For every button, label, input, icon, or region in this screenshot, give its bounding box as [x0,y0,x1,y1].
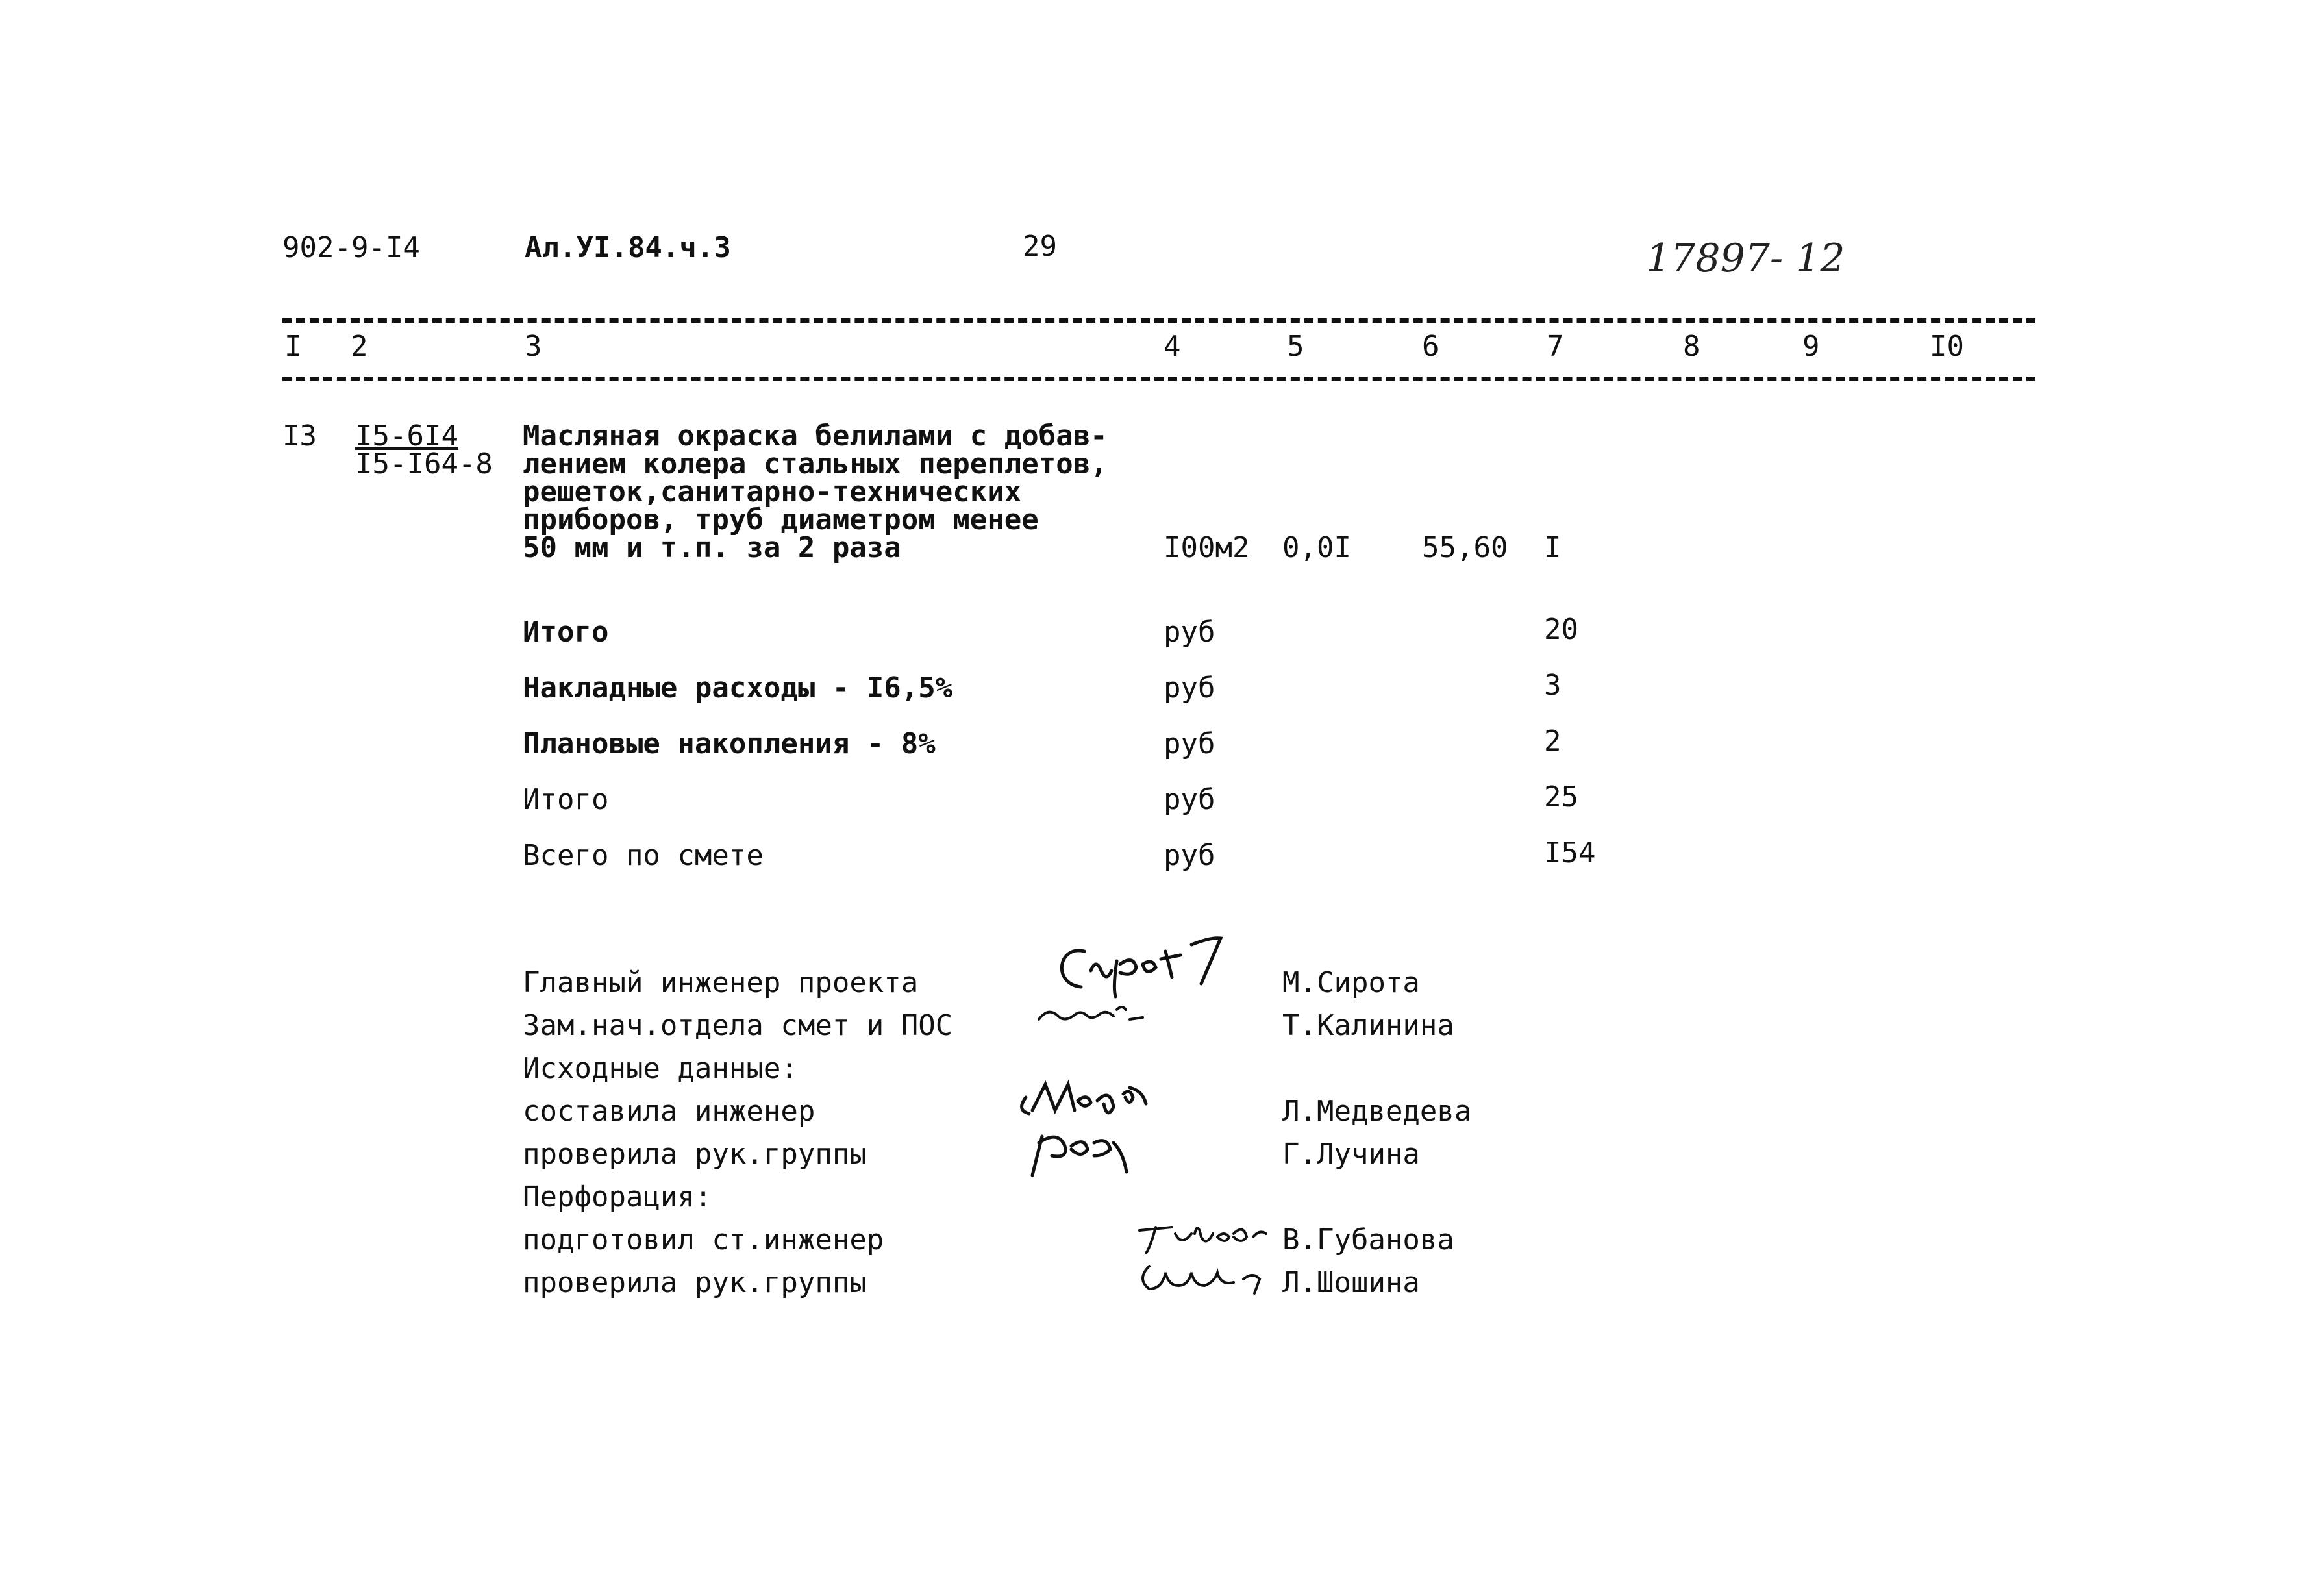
work-description [523,419,1108,564]
signatory-role: составила инженер [523,1095,815,1128]
signatory-name: Т.Калинина [1282,1009,1454,1042]
column-header: 4 [1164,330,1181,363]
album-reference: Ал.УI.84.ч.3 [525,231,731,264]
summary-label: Всего по смете [523,839,764,872]
summary-value: I54 [1544,836,1596,869]
summary-unit: руб [1164,671,1215,704]
unit-of-measure: I00м2 [1164,531,1250,564]
rate-code: I5-6I4 [355,419,458,453]
summary-label: Итого [523,616,609,649]
column-header: 6 [1422,330,1439,363]
page-number: 29 [1023,230,1057,263]
signatory-role: подготовил ст.инженер [523,1223,884,1256]
document-code: 902-9-I4 [282,231,420,264]
description-line: 50 мм и т.п. за 2 раза [523,531,901,564]
signatory-role: проверила рук.группы [523,1138,867,1171]
summary-unit: руб [1164,839,1215,872]
description-line: Масляная окраска белилами с добав- [523,419,1108,453]
table-header-rule [282,377,2035,381]
signatory-name: М.Сирота [1282,966,1420,999]
summary-value: 25 [1544,780,1578,814]
signatory-name: Л.Медведева [1282,1095,1472,1128]
signatory-name: В.Губанова [1282,1223,1454,1256]
description-line: приборов, труб диаметром менее [523,503,1039,536]
row-number: I3 [282,419,317,453]
summary-unit: руб [1164,616,1215,649]
unit-price: 55,60 [1422,531,1508,564]
column-header: 9 [1802,330,1820,363]
summary-unit: руб [1164,727,1215,760]
total-cost: I [1544,531,1562,564]
summary-value: 3 [1544,669,1562,702]
signatory-role: проверила рук.группы [523,1266,867,1299]
section-label: Исходные данные: [523,1052,798,1085]
column-header: 3 [525,330,542,363]
handwritten-signature [1032,993,1149,1032]
signatory-role: Зам.нач.отдела смет и ПОС [523,1009,953,1042]
table-top-rule [282,318,2035,323]
column-header: I0 [1930,330,1964,363]
inventory-stamp: 17897- 12 [1646,236,1845,281]
column-header: 7 [1547,330,1564,363]
handwritten-signature [1130,1214,1279,1299]
signatory-name: Л.Шошина [1282,1266,1420,1299]
handwritten-signature [1013,1075,1169,1185]
signatory-role: Главный инженер проекта [523,966,919,999]
quantity: 0,0I [1282,531,1351,564]
signatory-name: Г.Лучина [1282,1138,1420,1171]
column-header: 5 [1287,330,1304,363]
handwritten-signature [1045,925,1240,1003]
summary-label: Накладные расходы - I6,5% [523,671,953,704]
rate-code: I5-I64-8 [355,447,493,480]
column-header: 8 [1683,330,1700,363]
description-line: решеток,санитарно-технических [523,475,1022,508]
summary-label: Плановые накопления - 8% [523,727,936,760]
section-label: Перфорация: [523,1180,712,1214]
description-line: лением колера стальных переплетов, [523,447,1108,480]
summary-value: 20 [1544,613,1578,646]
summary-value: 2 [1544,725,1562,758]
summary-label: Итого [523,783,609,816]
column-header: 2 [351,330,368,363]
column-header: I [284,330,302,363]
summary-unit: руб [1164,783,1215,816]
